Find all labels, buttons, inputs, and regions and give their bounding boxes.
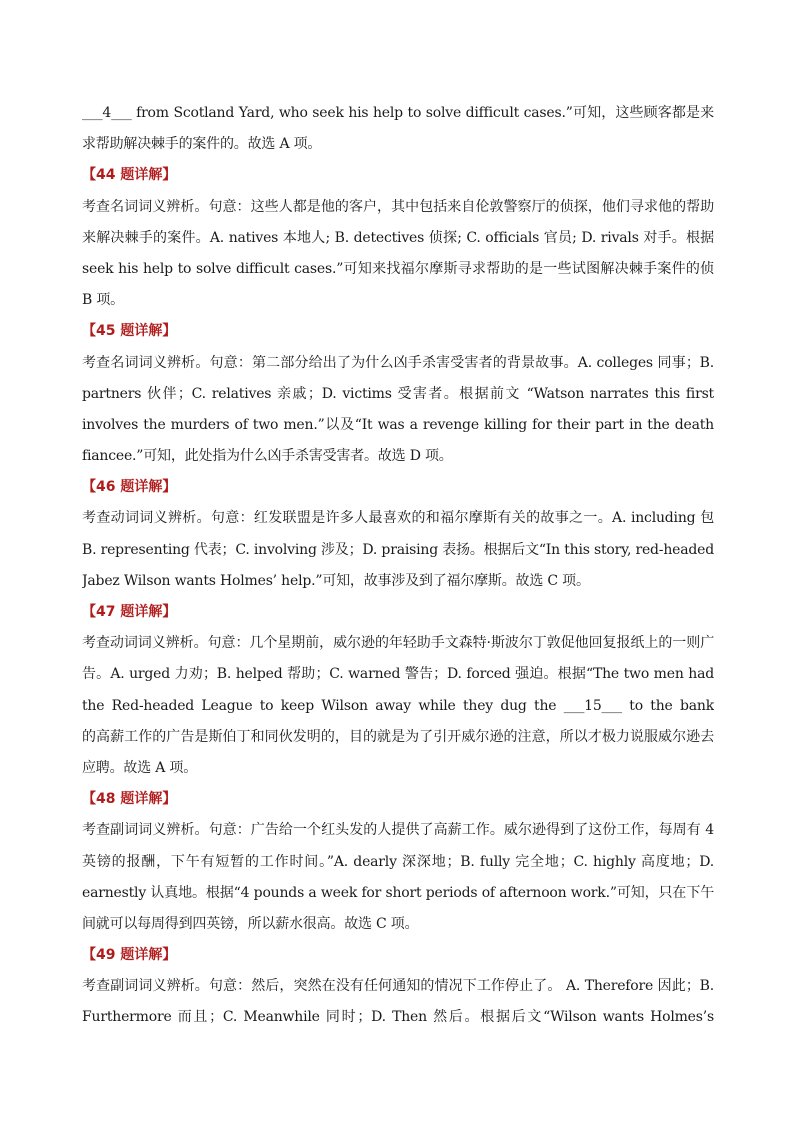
question-heading: 【47 题详解】 [82, 604, 177, 620]
text-line: B. representing 代表；C. involving 涉及；D. praising 表扬。根据后文“In this story, red-headed [82, 541, 714, 558]
text-line: 考查副词词义辨析。句意：广告给一个红头发的人提供了高薪工作。威尔逊得到了这份工作，每周有 4 [82, 822, 714, 839]
question-heading: 【45 题详解】 [82, 323, 177, 340]
text-line: Furthermore 而且；C. Meanwhile 同时；D. Then 然后。根据后文“Wilson wants Holmes’s [82, 1009, 714, 1026]
text-line: involves the murders of two men.”以及“It was a revenge killing for their part in the death [82, 416, 714, 433]
text-line: 告。A. urged 力劝；B. helped 帮助；C. warned 警告；D. forced 强迫。根据“The two men had [82, 666, 714, 683]
question-heading: 【46 题详解】 [82, 479, 177, 496]
text-line: ___4___ from Scotland Yard, who seek his help to solve difficult cases.”可知，这些顾客都是来 [82, 105, 714, 121]
text-line: 考查动词词义辨析。句意：红发联盟是许多人最喜欢的和福尔摩斯有关的故事之一。A. including 包 [82, 510, 714, 527]
text-line: seek his help to solve difficult cases.”可知来找福尔摩斯寻求帮助的是一些试图解决棘手案件的侦 [82, 260, 714, 277]
text-line: the Red-headed League to keep Wilson away while they dug the ___15___ to the bank [82, 697, 714, 714]
text-line: 来解决棘手的案件。A. natives 本地人; B. detectives 侦探; C. officials 官员; D. rivals 对手。根据 [82, 229, 714, 246]
document-page [82, 98, 714, 1034]
text-line: B 项。 [82, 292, 124, 309]
text-line: 的高薪工作的广告是斯伯丁和同伙发明的，目的就是为了引开威尔逊的注意，所以才极力说服威尔逊去 [82, 728, 714, 745]
text-line: 考查名词词义辨析。句意：第二部分给出了为什么凶手杀害受害者的背景故事。A. colleges 同事；B. [82, 354, 714, 371]
text-line: partners 伙伴；C. relatives 亲戚；D. victims 受害者。根据前文 “Watson narrates this first [82, 385, 714, 402]
text-line: earnestly 认真地。根据“4 pounds a week for short periods of afternoon work.”可知，只在下午 [82, 884, 714, 901]
text-line: 考查副词词义辨析。句意：然后，突然在没有任何通知的情况下工作停止了。 A. Therefore 因此；B. [82, 978, 714, 995]
text-line: 考查名词词义辨析。句意：这些人都是他的客户，其中包括来自伦敦警察厅的侦探，他们寻求他的帮助 [82, 198, 714, 215]
text-line: 应聘。故选 A 项。 [82, 759, 198, 776]
text-line: 英镑的报酬，下午有短暂的工作时间。”A. dearly 深深地；B. fully 完全地；C. highly 高度地；D. [82, 853, 714, 870]
text-line: 求帮助解决棘手的案件的。故选 A 项。 [82, 136, 322, 153]
question-heading: 【44 题详解】 [82, 167, 177, 184]
text-line: 考查动词词义辨析。句意：几个星期前，威尔逊的年轻助手文森特·斯波尔丁敦促他回复报纸上的一则广 [82, 635, 714, 652]
question-heading: 【48 题详解】 [82, 791, 177, 808]
text-line: 间就可以每周得到四英镑，所以薪水很高。故选 C 项。 [82, 915, 419, 932]
question-heading: 【49 题详解】 [82, 947, 177, 964]
text-line: Jabez Wilson wants Holmes’ help.”可知，故事涉及到了福尔摩斯。故选 C 项。 [82, 572, 590, 589]
text-line: fiancee.”可知，此处指为什么凶手杀害受害者。故选 D 项。 [82, 448, 453, 465]
